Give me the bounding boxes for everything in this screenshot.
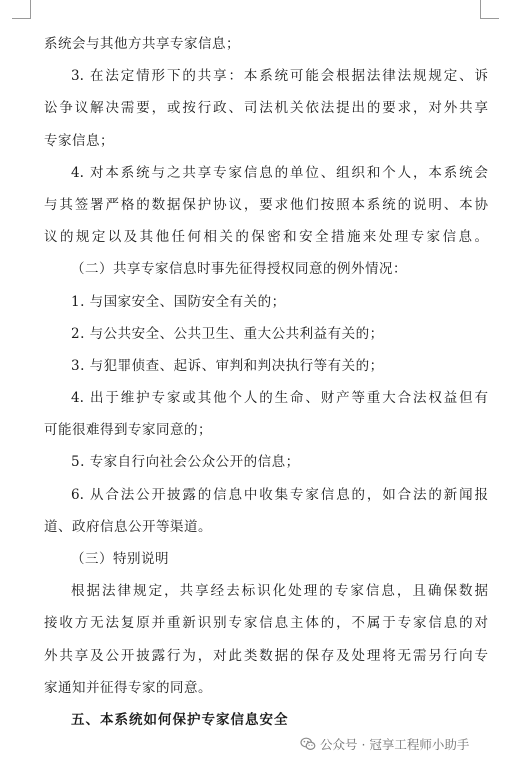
list-item: 4. 出于维护专家或其他个人的生命、财产等重大合法权益但有 xyxy=(71,390,488,407)
text-line: 根据法律规定，共享经去标识化处理的专家信息，且确保数据 xyxy=(71,583,488,600)
crop-mark-top-right xyxy=(480,0,499,19)
list-item: 1. 与国家安全、国防安全有关的； xyxy=(71,293,286,310)
list-item: 2. 与公共安全、公共卫生、重大公共利益有关的； xyxy=(71,325,384,342)
text-line: 讼争议解决需要，或按行政、司法机关依法提出的要求，对外共享 xyxy=(44,100,488,117)
text-line: 3. 在法定情形下的共享：本系统可能会根据法律法规规定、诉 xyxy=(71,68,488,85)
watermark-text: 公众号 · 冠享工程师小助手 xyxy=(320,737,470,752)
document-body xyxy=(44,28,488,736)
list-item: 3. 与犯罪侦查、起诉、审判和判决执行等有关的； xyxy=(71,357,384,374)
crop-mark-top-left xyxy=(12,0,31,19)
text-line: 道、政府信息公开等渠道。 xyxy=(44,518,212,535)
watermark xyxy=(298,731,473,757)
section-subheading: （二）共享专家信息时事先征得授权同意的例外情况： xyxy=(71,261,407,278)
section-subheading: （三）特别说明 xyxy=(71,551,169,567)
text-line: 可能很难得到专家同意的； xyxy=(44,422,212,439)
text-line: 议的规定以及其他任何相关的保密和安全措施来处理专家信息。 xyxy=(44,229,488,246)
list-item: 6. 从合法公开披露的信息中收集专家信息的，如合法的新闻报 xyxy=(71,486,488,503)
text-line: 与其签署严格的数据保护协议，要求他们按照本系统的说明、本协 xyxy=(44,196,488,213)
section-heading: 五、本系统如何保护专家信息安全 xyxy=(71,711,289,728)
text-line: 系统会与其他方共享专家信息； xyxy=(44,36,240,52)
text-line: 接收方无法复原并重新识别专家信息主体的，不属于专家信息的对 xyxy=(44,615,488,632)
list-item: 5. 专家自行向社会公众公开的信息； xyxy=(71,454,300,471)
text-line: 家通知并征得专家的同意。 xyxy=(44,679,212,696)
wechat-icon xyxy=(300,736,316,752)
text-line: 外共享及公开披露行为，对此类数据的保存及处理将无需另行向专 xyxy=(44,647,488,664)
text-line: 4. 对本系统与之共享专家信息的单位、组织和个人，本系统会 xyxy=(71,164,488,181)
text-line: 专家信息； xyxy=(44,132,114,149)
